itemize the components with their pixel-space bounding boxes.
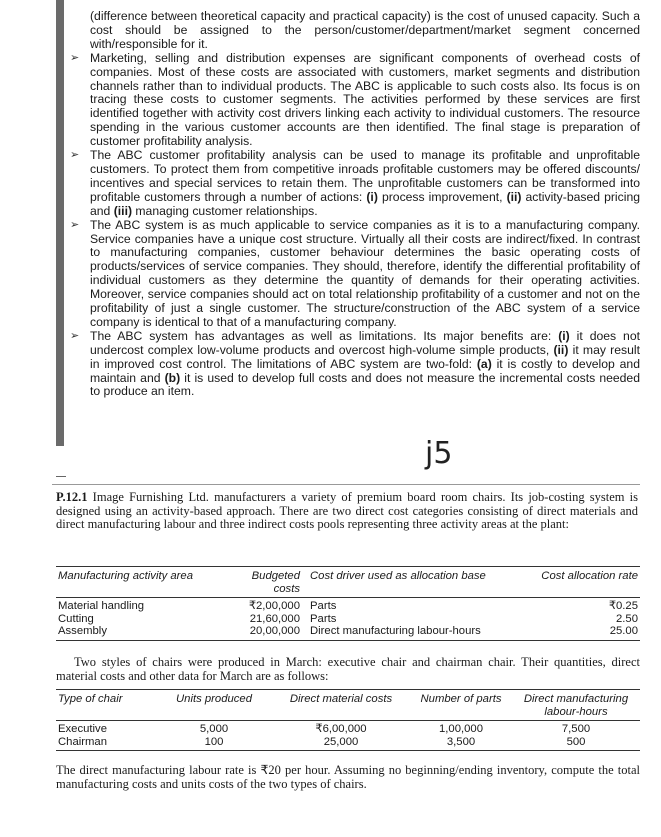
- question-paragraph: The direct manufacturing labour rate is ₹20 per hour. Assuming no beginning/ending inventory, compute the total manufacturing costs and units costs of the two types of chairs.: [56, 763, 640, 791]
- activity-cost-table: [56, 566, 640, 641]
- table-row: Assembly 20,00,000 Direct manufacturing labour-hours 25.00: [56, 625, 640, 640]
- bullet-item: ➢ The ABC system is as much applicable to service companies as it is to a manufacturing company. Service companies have a unique cost structure. Virtually all their costs are indirect/fixed. In contrast to manufacturing companies, customer behaviour determines the basic operating costs of products/services of service companies. They should, therefore, identify the differential profitability of individual customers as they determine the quantity of demands for their operating activities. Moreover, service companies should act on total relationship profitability of a customer and not on the profitability of just a single customer. The structure/construction of the ABC system of a service company is identical to that of a manufacturing company.: [70, 217, 640, 329]
- arrow-bullet-icon: ➢: [70, 218, 80, 231]
- bullet-item: ➢ The ABC customer profitability analysis can be used to manage its profitable and unprofitable customers. To protect them from competitive inroads profitable customers may be offered discounts/ incentives and special services to retain them. The unprofitable customers can be transformed into profitable customers through a number of actions: (i) process improvement, (ii) activity-based pricing and (iii) managing customer relationships.: [70, 148, 641, 218]
- column-header: Number of parts: [410, 690, 512, 721]
- column-header: Units produced: [156, 690, 272, 721]
- column-header: Direct material costs: [272, 690, 410, 721]
- problem-number: P.12.1: [56, 490, 88, 504]
- bullet-item: ➢ Marketing, selling and distribution expenses are significant components of overhead costs of companies. Most of these costs are associated with customers, market segments and distribution channels rather than to individual products. The ABC is applicable to such costs also. Its focus is on tracing these costs to customer segments. The activities performed by these services are first identified together with activity cost drivers linking each activity to individual customers. The resource spending in the various customer accounts are then identified. The final stage is preparation of customer profitability analysis.: [70, 50, 640, 149]
- column-header: Manufacturing activity area: [56, 567, 224, 598]
- table-header-row: [56, 567, 640, 598]
- table-header-row: [56, 690, 640, 721]
- table-row: Material handling ₹2,00,000 Parts ₹0.25: [58, 600, 638, 612]
- bullet-item: ➢ The ABC system has advantages as well as limitations. Its major benefits are: (i) it does not undercost complex low-volume products and overcost high-volume simple products, (ii) it may result in improved cost control. The limitations of ABC system are two-fold: (a) it is costly to develop and maintain and (b) it is used to develop full costs and does not measure the incremental costs needed to produce an item.: [70, 328, 640, 399]
- chair-data-table: [56, 689, 640, 751]
- dash-mark: [56, 476, 66, 477]
- column-header: Cost driver used as allocation base: [302, 567, 522, 598]
- handwritten-page-mark: j5: [425, 436, 453, 471]
- column-header: Cost allocation rate: [522, 567, 640, 598]
- margin-bar: [56, 0, 64, 446]
- table-row: Executive 5,000 ₹6,00,000 1,00,000 7,500: [58, 723, 591, 735]
- arrow-bullet-icon: ➢: [70, 51, 80, 64]
- problem-statement: P.12.1 Image Furnishing Ltd. manufacturers a variety of premium board room chairs. Its job-costing system is designed using an activity-based approach. There are two direct cost categories consisting of direct materials and direct manufacturing labour and three indirect costs pools representing three activity areas at the plant:: [56, 490, 638, 532]
- section-divider: [52, 484, 640, 485]
- column-header: Type of chair: [56, 690, 156, 721]
- arrow-bullet-icon: ➢: [70, 149, 80, 162]
- intro-paragraph: (difference between theoretical capacity and practical capacity) is the cost of unused capacity. Such a cost should be assigned to the person/customer/department/market segment concerned with/responsible for it.: [90, 9, 640, 51]
- table-row: Cutting 21,60,000 Parts 2.50: [58, 612, 638, 625]
- chair-styles-paragraph: Two styles of chairs were produced in March: executive chair and chairman chair. Their quantities, direct material costs and other data for March are as follows:: [56, 655, 640, 683]
- table-row: Chairman 100 25,000 3,500 500: [56, 736, 640, 751]
- column-header: Budgeted costs: [224, 567, 302, 598]
- column-header: Direct manufacturing labour-hours: [512, 690, 640, 721]
- notes-section: [66, 10, 640, 399]
- arrow-bullet-icon: ➢: [70, 329, 80, 342]
